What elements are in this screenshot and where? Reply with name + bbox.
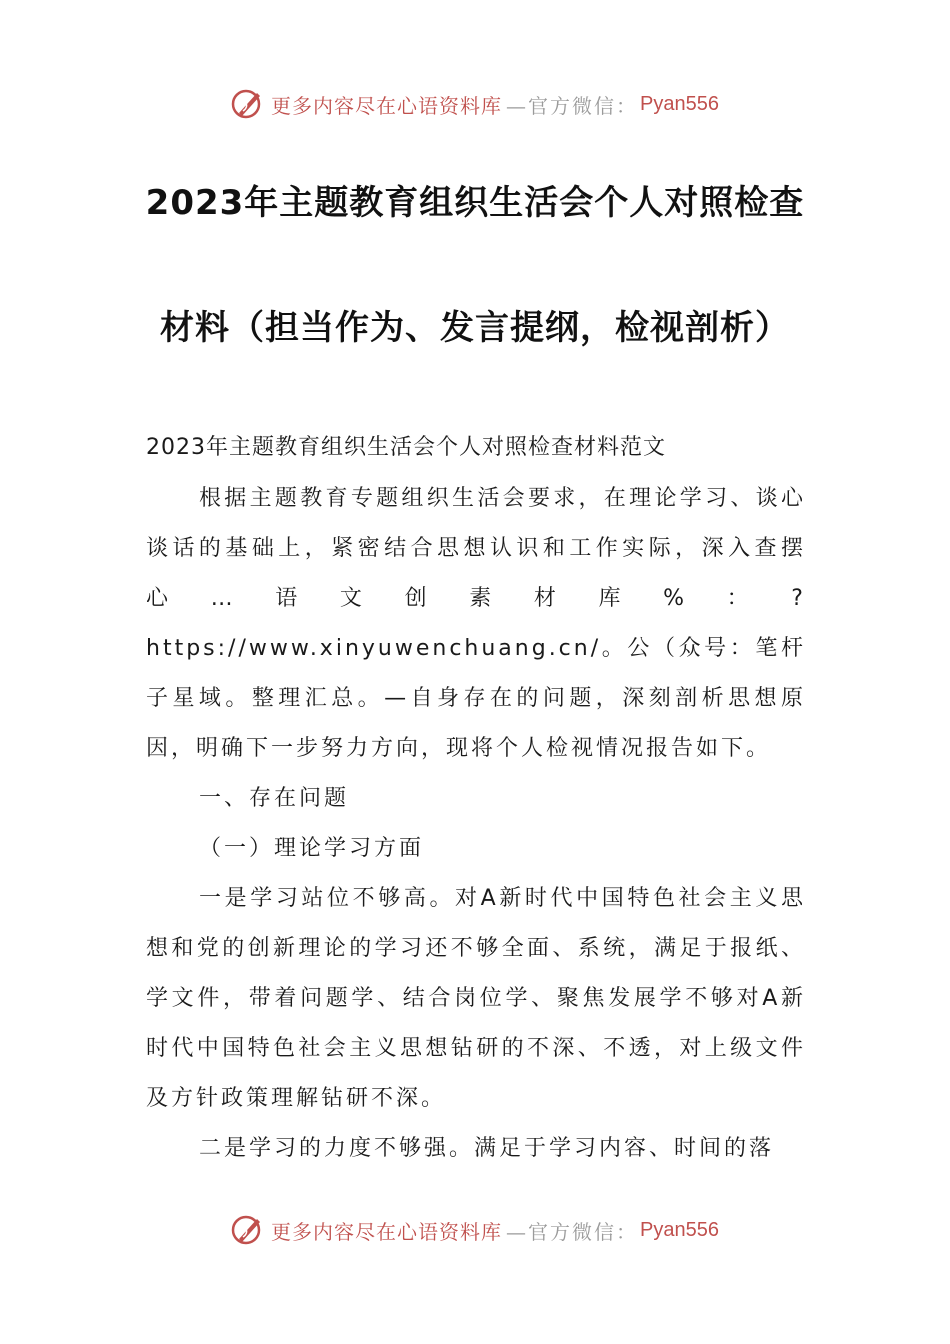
paragraph-point-1: 一是学习站位不够高。对A新时代中国特色社会主义思想和党的创新理论的学习还不够全面、系统，满足于报纸、学文件，带着问题学、结合岗位学、聚焦发展学不够对A新时代中国特色社会主义思想钻研的不深、不透，对上级文件及方针政策理解钻研不深。 — [146, 886, 806, 1111]
header-watermark — [0, 84, 950, 124]
footer-watermark — [0, 1210, 950, 1250]
paragraph-point-2: 二是学习的力度不够强。满足于学习内容、时间的落 — [199, 1136, 775, 1161]
document-title-line-1: 2023年主题教育组织生活会个人对照检查 — [145, 183, 805, 223]
banner-text: 更多内容尽在心语资料库 — [271, 1219, 503, 1244]
document-subtitle: 2023年主题教育组织生活会个人对照检查材料范文 — [146, 435, 666, 460]
section-heading: 一、存在问题 — [199, 786, 350, 811]
pen-circle-icon — [231, 1213, 265, 1247]
document-title-line-2: 材料（担当作为、发言提纲，检视剖析） — [160, 308, 790, 348]
banner-contact: —官方微信： — [506, 1219, 639, 1244]
banner-wechat-id: Pyan556 — [640, 1218, 719, 1241]
banner-contact: —官方微信： — [506, 93, 639, 118]
banner-text: 更多内容尽在心语资料库 — [271, 93, 503, 118]
paragraph-intro: 根据主题教育专题组织生活会要求，在理论学习、谈心谈话的基础上，紧密结合思想认识和工作实际，深入查摆心…语文创素材库%：?https://www.xinyuwenchuang.cn/。公（众号：笔杆子星域。整理汇总。—自身存在的问题，深刻剖析思想原因，明确下一步努力方向，现将个人检视情况报告如下。 — [146, 486, 806, 761]
subsection-heading: （一）理论学习方面 — [199, 836, 425, 861]
pen-circle-icon — [231, 87, 265, 121]
banner-wechat-id: Pyan556 — [640, 92, 719, 115]
document-body — [146, 474, 806, 1174]
